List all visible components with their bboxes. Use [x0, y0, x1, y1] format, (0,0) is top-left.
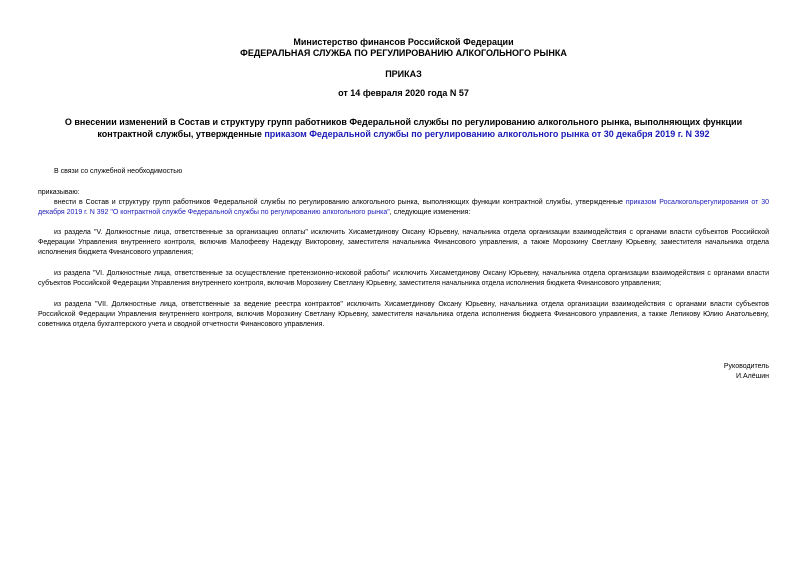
- title-order-link[interactable]: приказом Федеральной службы по регулированию алкогольного рынка от 30 декабря 2019 г. N 392: [264, 129, 710, 139]
- main-clause-end: , следующие изменения:: [389, 209, 471, 216]
- main-clause: [38, 198, 769, 218]
- document-date: от 14 февраля 2020 года N 57: [338, 88, 469, 98]
- order-word: приказываю:: [38, 189, 80, 196]
- ministry-name: Министерство финансов Российской Федерации: [293, 37, 514, 47]
- agency-name: ФЕДЕРАЛЬНАЯ СЛУЖБА ПО РЕГУЛИРОВАНИЮ АЛКОГОЛЬНОГО РЫНКА: [240, 48, 567, 58]
- main-order-link[interactable]: приказом Росалкогольрегулирования от 30 декабря 2019 г. N 392 "О контрактной службе Федеральной службы по регулированию алкогольного рынка": [38, 199, 770, 216]
- change-item-1: из раздела "V. Должностные лица, ответственные за организацию оплаты" исключить Хисаметдинову Оксану Юрьевну, начальника отдела организации взаимодействия с органами власти субъектов Российской Федерации Управления внутреннего контроля, включив Малофееву Надежду Викторовну, заместителя начальника Финансового управления, а также Морозкину Светлану Юрьевну, заместителя начальника отдела исполнения бюджета Финансового управления;: [38, 229, 769, 256]
- signature-name: И.Алёшин: [735, 373, 769, 380]
- document-type: ПРИКАЗ: [385, 69, 422, 79]
- preamble: В связи со служебной необходимостью: [54, 168, 183, 175]
- change-item-3: из раздела "VII. Должностные лица, ответственные за ведение реестра контрактов" исключить Хисаметдинову Оксану Юрьевну, начальника отдела организации взаимодействия с органами власти субъектов Российской Федерации Управления внутреннего контроля, включив Морозкину Светлану Юрьевну, заместителя начальника отдела исполнения бюджета Финансового управления, а также Лепикову Юлию Анатольевну, советника отдела бухгалтерского учета и сводной отчетности Финансового управления.: [38, 301, 769, 328]
- title-text: О внесении изменений в Состав и структуру групп работников Федеральной службы по регулированию алкогольного рынка, выполняющих функции контрактной службы, утвержденные: [64, 117, 743, 139]
- document-title: [38, 116, 769, 140]
- change-item-2: из раздела "VI. Должностные лица, ответственные за осуществление претензионно-исковой работы" исключить Хисаметдинову Оксану Юрьевну, начальника отдела организации взаимодействия с органами власти субъектов Российской Федерации Управления внутреннего контроля, включив Морозкину Светлану Юрьевну, заместителя начальника отдела исполнения бюджета Финансового управления;: [38, 270, 769, 287]
- signature-position: Руководитель: [723, 363, 769, 370]
- main-clause-text: внести в Состав и структуру групп работников Федеральной службы по регулированию алкогольного рынка, выполняющих функции контрактной службы, утвержденные: [54, 199, 626, 206]
